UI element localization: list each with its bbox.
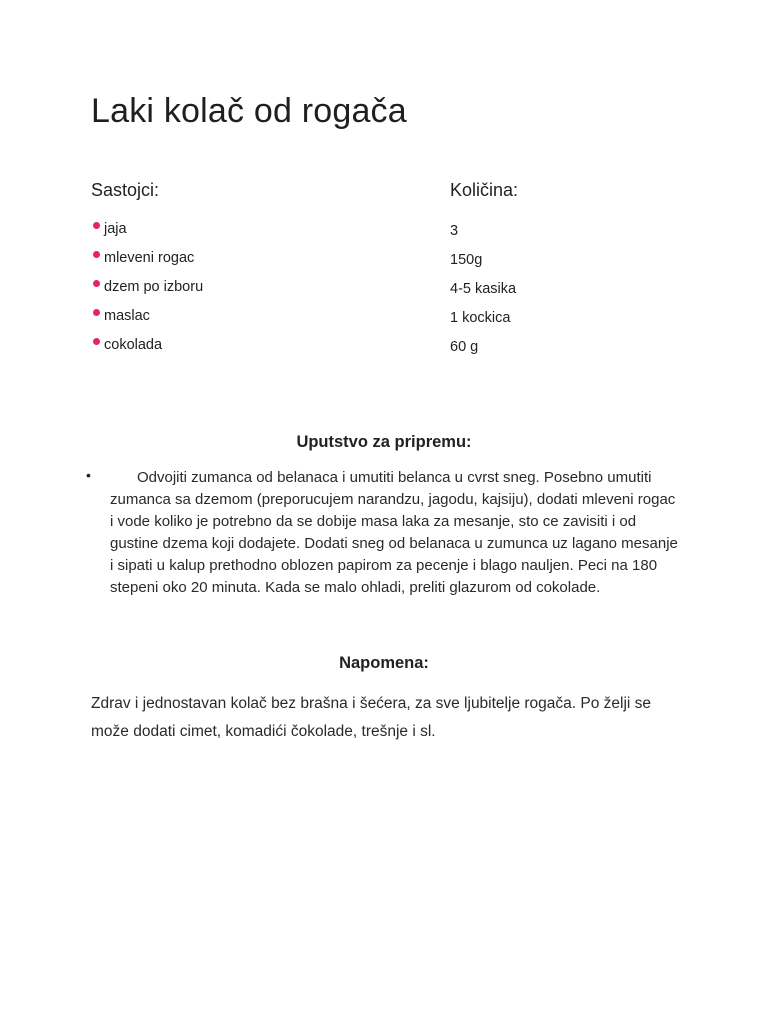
instructions-bullet: •: [86, 467, 91, 483]
ingredients-header: Sastojci:: [91, 180, 160, 200]
ingredient-quantity: 60 g: [450, 339, 479, 355]
quantity-list: [450, 221, 670, 366]
recipe-title: Laki kolač od rogača: [91, 92, 407, 130]
note-header: Napomena:: [339, 654, 429, 672]
ingredient-name: mleveni rogac: [104, 250, 195, 266]
bullet-dot-icon: [93, 309, 100, 316]
bullet-dot-icon: [93, 222, 100, 229]
instructions-text: Odvojiti zumanca od belanaca i umutiti belanca u cvrst sneg. Posebno umutiti zumanca sa dzemom (preporucujem narandzu, jagodu, kajsiju), dodati mleveni rogac i vode koliko je potrebno da se dobije masa laka za mesanje, sto ce zavisiti i od gustine dzema koji dodajete. Dodati sneg od belanaca u zumunca uz lagano mesanje i sipati u kalup prethodno oblozen papirom za pecenje i blago nauljen. Peci na 180 stepeni oko 20 minuta. Kada se malo ohladi, preliti glazurom od cokolade.: [110, 469, 678, 596]
ingredient-name: cokolada: [104, 337, 163, 353]
ingredient-name: jaja: [104, 221, 127, 237]
bullet-dot-icon: [93, 338, 100, 345]
ingredient-item: [91, 305, 431, 334]
ingredient-quantity: 4-5 kasika: [450, 281, 517, 297]
ingredients-list: [91, 218, 431, 363]
note-text: Zdrav i jednostavan kolač bez brašna i šećera, za sve ljubitelje rogača. Po želji se može dodati cimet, komadići čokolade, trešnje i sl.: [91, 695, 652, 740]
ingredient-item: [91, 334, 431, 363]
ingredient-quantity: 1 kockica: [450, 310, 511, 326]
ingredient-item: [91, 276, 431, 305]
bullet-dot-icon: [93, 280, 100, 287]
ingredient-quantity: 3: [450, 223, 459, 239]
ingredient-name: maslac: [104, 308, 150, 324]
instructions-header: Uputstvo za pripremu:: [296, 433, 472, 451]
ingredient-quantity: 150g: [450, 252, 483, 268]
bullet-dot-icon: [93, 251, 100, 258]
ingredient-item: [91, 218, 431, 247]
ingredient-name: dzem po izboru: [104, 279, 204, 295]
ingredient-item: [91, 247, 431, 276]
quantity-header: Količina:: [450, 180, 519, 200]
